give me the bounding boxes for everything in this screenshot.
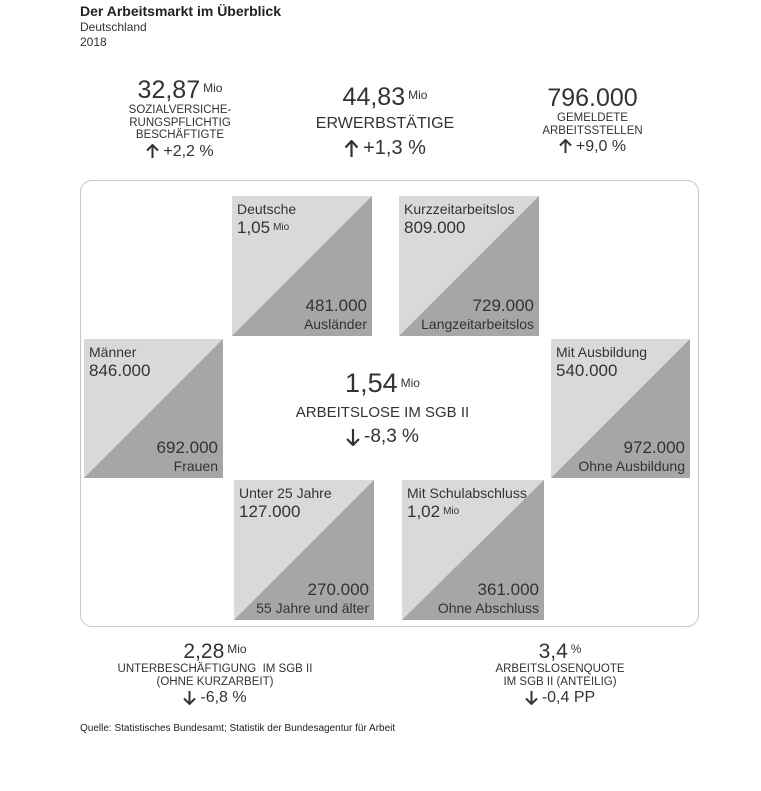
center-label: ARBEITSLOSE IM SGB II [295, 404, 470, 421]
split-value-a: 127.000 [239, 502, 301, 521]
kpi-aq-value-row [480, 640, 640, 663]
split-label-b: Ohne Ausbildung [578, 458, 685, 474]
split-label-b: 55 Jahre und älter [256, 600, 369, 616]
kpi-ub-unit: Mio [227, 642, 247, 656]
arrow-down-icon [183, 690, 196, 705]
split-value-a: 809.000 [404, 218, 466, 237]
split-bottom [304, 296, 367, 333]
split-bottom [421, 296, 534, 333]
kpi-as-change: +9,0 % [575, 138, 627, 155]
kpi-ew-value-row [300, 84, 470, 111]
kpi-unterbeschaeftigung [95, 640, 335, 708]
arrow-up-icon [559, 139, 572, 154]
split-label-b: Langzeitarbeitslos [421, 316, 534, 332]
kpi-sv-value-row [100, 77, 260, 104]
split-label-a: Männer [89, 344, 137, 360]
split-label-a: Mit Schulabschluss [407, 485, 527, 501]
kpi-ub-value: 2,28 [183, 640, 225, 663]
split-unit-a: Mio [443, 506, 460, 517]
kpi-ub-change: -6,8 % [200, 689, 247, 706]
split-box-nationality [232, 196, 372, 336]
center-change: -8,3 % [364, 426, 419, 447]
kpi-ub-change-row [95, 688, 335, 708]
center-change-row [250, 425, 515, 449]
center-total [250, 368, 515, 449]
kpi-ub-label-line: (OHNE KURZARBEIT) [156, 675, 274, 688]
split-label-b: Ausländer [303, 316, 367, 332]
split-value-b: 361.000 [477, 580, 539, 599]
kpi-sv-unit: Mio [203, 81, 223, 95]
kpi-arbeitsstellen [515, 85, 670, 157]
split-label-b: Ohne Abschluss [437, 600, 539, 616]
split-box-school [402, 480, 544, 620]
page-title: Der Arbeitsmarkt im Überblick [80, 3, 281, 19]
kpi-sv-label-line: BESCHÄFTIGTE [135, 129, 225, 141]
split-value-a-row [237, 218, 296, 238]
kpi-sv-change-row [100, 142, 260, 162]
arrow-down-icon [346, 428, 360, 446]
split-value-a: 846.000 [89, 361, 151, 380]
kpi-ew-change-row [300, 136, 470, 160]
kpi-sv-change: +2,2 % [163, 142, 214, 160]
kpi-aq-change: -0,4 PP [541, 689, 596, 706]
source-note: Quelle: Statistisches Bundesamt; Statistik der Bundesagentur für Arbeit [80, 723, 396, 734]
split-bottom [438, 580, 539, 617]
split-label-a: Kurzzeitarbeitslos [404, 201, 515, 217]
kpi-arbeitslosenquote [480, 640, 640, 708]
center-unit: Mio [400, 376, 420, 390]
kpi-as-value-row [515, 85, 670, 112]
split-value-a: 1,02 [407, 502, 441, 521]
kpi-sv-value: 32,87 [137, 76, 201, 104]
split-top [89, 344, 150, 381]
kpi-aq-change-row [480, 688, 640, 708]
kpi-ew-label: ERWERBSTÄTIGE [315, 115, 455, 132]
kpi-as-label-line: GEMELDETE [557, 112, 628, 124]
kpi-as-label-line: ARBEITSSTELLEN [542, 124, 643, 137]
year-label: 2018 [80, 35, 107, 49]
split-value-b: 481.000 [305, 296, 367, 315]
split-top [556, 344, 647, 381]
kpi-sv-label-line: RUNGSPFLICHTIG [129, 116, 231, 129]
split-top [239, 485, 332, 522]
region-label: Deutschland [80, 20, 147, 34]
kpi-sv-label-line: SOZIALVERSICHE- [128, 104, 232, 116]
split-box-duration [399, 196, 539, 336]
split-value-a: 1,05 [237, 218, 271, 237]
center-value-row [250, 368, 515, 398]
split-value-b: 270.000 [307, 580, 369, 599]
kpi-as-value: 796.000 [547, 84, 638, 112]
kpi-ew-unit: Mio [408, 88, 428, 102]
split-value-b: 692.000 [156, 438, 218, 457]
split-top [237, 201, 296, 238]
split-value-a-row [407, 502, 527, 522]
split-bottom [157, 438, 218, 475]
kpi-aq-value: 3,4 [538, 640, 568, 663]
kpi-ub-label-line: UNTERBESCHÄFTIGUNG IM SGB II [117, 663, 313, 675]
arrow-up-icon [344, 140, 359, 158]
center-value: 1,54 [345, 368, 398, 398]
arrow-down-icon [525, 690, 538, 705]
split-value-a: 540.000 [556, 361, 618, 380]
split-label-a: Mit Ausbildung [556, 344, 648, 360]
kpi-aq-label-line: IM SGB II (ANTEILIG) [503, 675, 617, 688]
split-bottom [256, 580, 369, 617]
split-label-a: Deutsche [237, 201, 297, 217]
split-bottom [578, 438, 685, 475]
arrow-up-icon [146, 144, 159, 159]
split-value-b: 972.000 [623, 438, 685, 457]
split-box-age [234, 480, 374, 620]
kpi-erwerbstaetige [300, 84, 470, 160]
kpi-ew-value: 44,83 [342, 83, 406, 111]
split-label-a: Unter 25 Jahre [239, 485, 332, 501]
kpi-aq-label-line: ARBEITSLOSENQUOTE [495, 663, 625, 675]
split-box-training [551, 339, 690, 478]
kpi-as-change-row [515, 137, 670, 157]
split-box-gender [84, 339, 223, 478]
split-top [404, 201, 515, 238]
split-label-b: Frauen [173, 458, 218, 474]
kpi-aq-unit: % [570, 642, 582, 656]
kpi-ew-change: +1,3 % [363, 137, 426, 159]
split-value-b: 729.000 [472, 296, 534, 315]
kpi-ub-value-row [95, 640, 335, 663]
split-top [407, 485, 527, 522]
kpi-sv-beschaeftigte [100, 77, 260, 162]
split-unit-a: Mio [273, 222, 290, 233]
